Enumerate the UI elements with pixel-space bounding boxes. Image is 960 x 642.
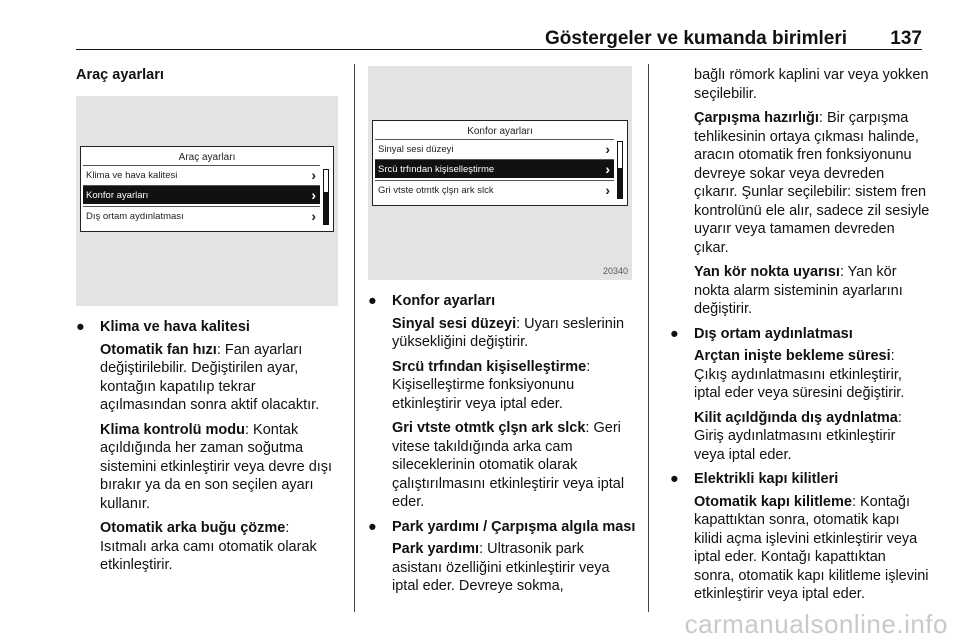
list-item	[76, 318, 338, 575]
scrollbar	[323, 169, 329, 225]
column-2-body	[368, 292, 636, 602]
term: Otomatik kapı kilitleme	[694, 493, 852, 510]
chevron-right-icon: ›	[605, 141, 610, 157]
term: Park yardımı	[392, 541, 480, 557]
term: Gri vtste otmtk çlşn ark slck	[392, 420, 586, 436]
menu-row-label: Konfor ayarları	[86, 190, 149, 201]
menu-screen	[80, 146, 334, 232]
column-divider-2	[648, 64, 649, 612]
item-title: Elektrikli kapı kilitleri	[694, 471, 839, 487]
item-title: Konfor ayarları	[392, 293, 496, 309]
figure-vehicle-settings	[76, 96, 338, 306]
term: Otomatik arka buğu çözme	[100, 520, 286, 536]
item-title: Park yardımı / Çarpışma algıla ması	[392, 518, 636, 535]
chevron-right-icon: ›	[311, 187, 316, 203]
paragraph	[392, 419, 636, 512]
term: Otomatik fan hızı	[100, 341, 217, 358]
term: Srcü trfından kişiselleştirme	[392, 358, 587, 375]
paragraph	[392, 540, 636, 596]
list-item	[368, 518, 636, 596]
column-divider-1	[354, 64, 355, 612]
description: : Çıkış aydınlatmasını etkinleştirir, iptal eder veya süresini değiştirir.	[694, 348, 905, 401]
scrollbar-thumb	[324, 192, 328, 224]
menu-row-selected	[375, 159, 614, 178]
menu-screen-title: Araç ayarları	[178, 152, 236, 163]
list-item	[368, 292, 636, 512]
bullet-icon: ●	[368, 293, 377, 309]
scrollbar	[617, 141, 623, 199]
menu-screen	[372, 120, 628, 206]
menu-row	[375, 180, 614, 199]
description: : Isıtmalı arka camı otomatik olarak etkinleştirir.	[100, 520, 317, 573]
column-3-body	[664, 66, 930, 610]
list-item	[664, 470, 930, 604]
paragraph	[694, 493, 930, 604]
header-rule	[76, 49, 922, 50]
paragraph	[392, 358, 636, 414]
figure-comfort-settings	[368, 66, 632, 280]
description: : Ultrasonik park asistanı özelliğini etkinleştirir veya iptal eder. Devreye sokma,	[392, 541, 610, 594]
paragraph	[694, 263, 930, 319]
header-title: Göstergeler ve kumanda birimleri	[544, 28, 847, 49]
image-code: 20340	[602, 266, 628, 276]
bullet-icon: ●	[670, 471, 679, 487]
paragraph	[100, 519, 338, 575]
section-title: Araç ayarları	[76, 67, 164, 83]
page-number: 137	[890, 28, 922, 49]
column-1-body	[76, 318, 338, 581]
description: : Bir çarpışma tehlikesinin ortaya çıkması halinde, aracın otomatik fren fonksiyonunu devreye sokar veya devreden çıkarır. Şunlar seçilebilir: sistem fren kontrolünü ele alır, sadece zil sesiyle uyarır veya tamamen devreden çıkar.	[694, 110, 930, 256]
description: : Uyarı seslerinin yüksekliğini değiştirir.	[392, 315, 625, 350]
paragraph	[100, 341, 338, 415]
chevron-right-icon: ›	[311, 208, 316, 224]
paragraph	[694, 109, 930, 257]
column-1	[76, 66, 338, 85]
watermark: carmanualsonline.info	[684, 609, 948, 639]
list-item	[664, 325, 930, 465]
item-title: Klima ve hava kalitesi	[100, 319, 250, 335]
continuation	[664, 66, 930, 319]
description: : Giriş aydınlatmasını etkinleştirir veya iptal eder.	[694, 409, 902, 463]
menu-row-label: Gri vtste otmtk çlşn ark slck	[378, 185, 494, 196]
term: Arçtan inişte bekleme süresi	[694, 348, 891, 364]
bullet-icon: ●	[368, 518, 377, 535]
menu-row-label: Sinyal sesi düzeyi	[378, 144, 454, 155]
menu-screen-title: Konfor ayarları	[467, 126, 533, 137]
term: Çarpışma hazırlığı	[694, 110, 819, 126]
menu-row	[375, 139, 614, 158]
menu-row	[83, 206, 320, 225]
paragraph: bağlı römork kaplini var veya yokken seçilebilir.	[694, 67, 929, 102]
chevron-right-icon: ›	[605, 161, 610, 177]
description: : Kontak açıldığında her zaman soğutma sistemini etkinleştirir veya devre dışı bırakır ya da en son seçilen ayarı kullanır.	[100, 421, 333, 512]
page-header	[76, 28, 922, 54]
menu-row	[83, 165, 320, 184]
term: Yan kör nokta uyarısı	[694, 264, 840, 280]
description: : Kişiselleştirme fonksiyonunu etkinleştirir veya iptal eder.	[392, 358, 591, 412]
item-title: Dış ortam aydınlatması	[694, 325, 853, 342]
menu-row-label: Klima ve hava kalitesi	[86, 170, 178, 181]
menu-row-selected	[83, 185, 320, 204]
chevron-right-icon: ›	[311, 167, 316, 183]
bullet-icon: ●	[76, 319, 85, 335]
description: : Kontağı kapattıktan sonra, otomatik kapı kilidi açma işlevini etkinleştirir veya iptal eder. Kontağı kapattıktan sonra, otomatik kapı kilitleme işlevini etkinleştirir veya iptal eder.	[694, 493, 929, 602]
paragraph	[100, 421, 338, 514]
paragraph	[694, 347, 930, 403]
menu-row-label: Srcü trfından kişiselleştirme	[378, 164, 495, 175]
paragraph	[694, 409, 930, 465]
term: Kilit açıldğında dış aydnlatma	[694, 409, 898, 426]
chevron-right-icon: ›	[605, 182, 610, 198]
menu-row-label: Dış ortam aydınlatması	[86, 211, 184, 222]
bullet-icon: ●	[670, 325, 679, 342]
term: Klima kontrolü modu	[100, 421, 245, 438]
description: : Geri vitese takıldığında arka cam sileceklerinin otomatik olarak çalıştırılmasını etkinleştirir veya iptal eder.	[392, 420, 625, 510]
paragraph	[392, 315, 636, 352]
description: : Yan kör nokta alarm sisteminin ayarlarını değiştirir.	[694, 264, 903, 317]
scrollbar-thumb	[618, 168, 622, 198]
description: : Fan ayarları değiştirilebilir. Değiştirilen ayar, kontağın kapatılıp tekrar açılmasından sonra aktif olacaktır.	[100, 341, 320, 413]
term: Sinyal sesi düzeyi	[392, 315, 517, 332]
